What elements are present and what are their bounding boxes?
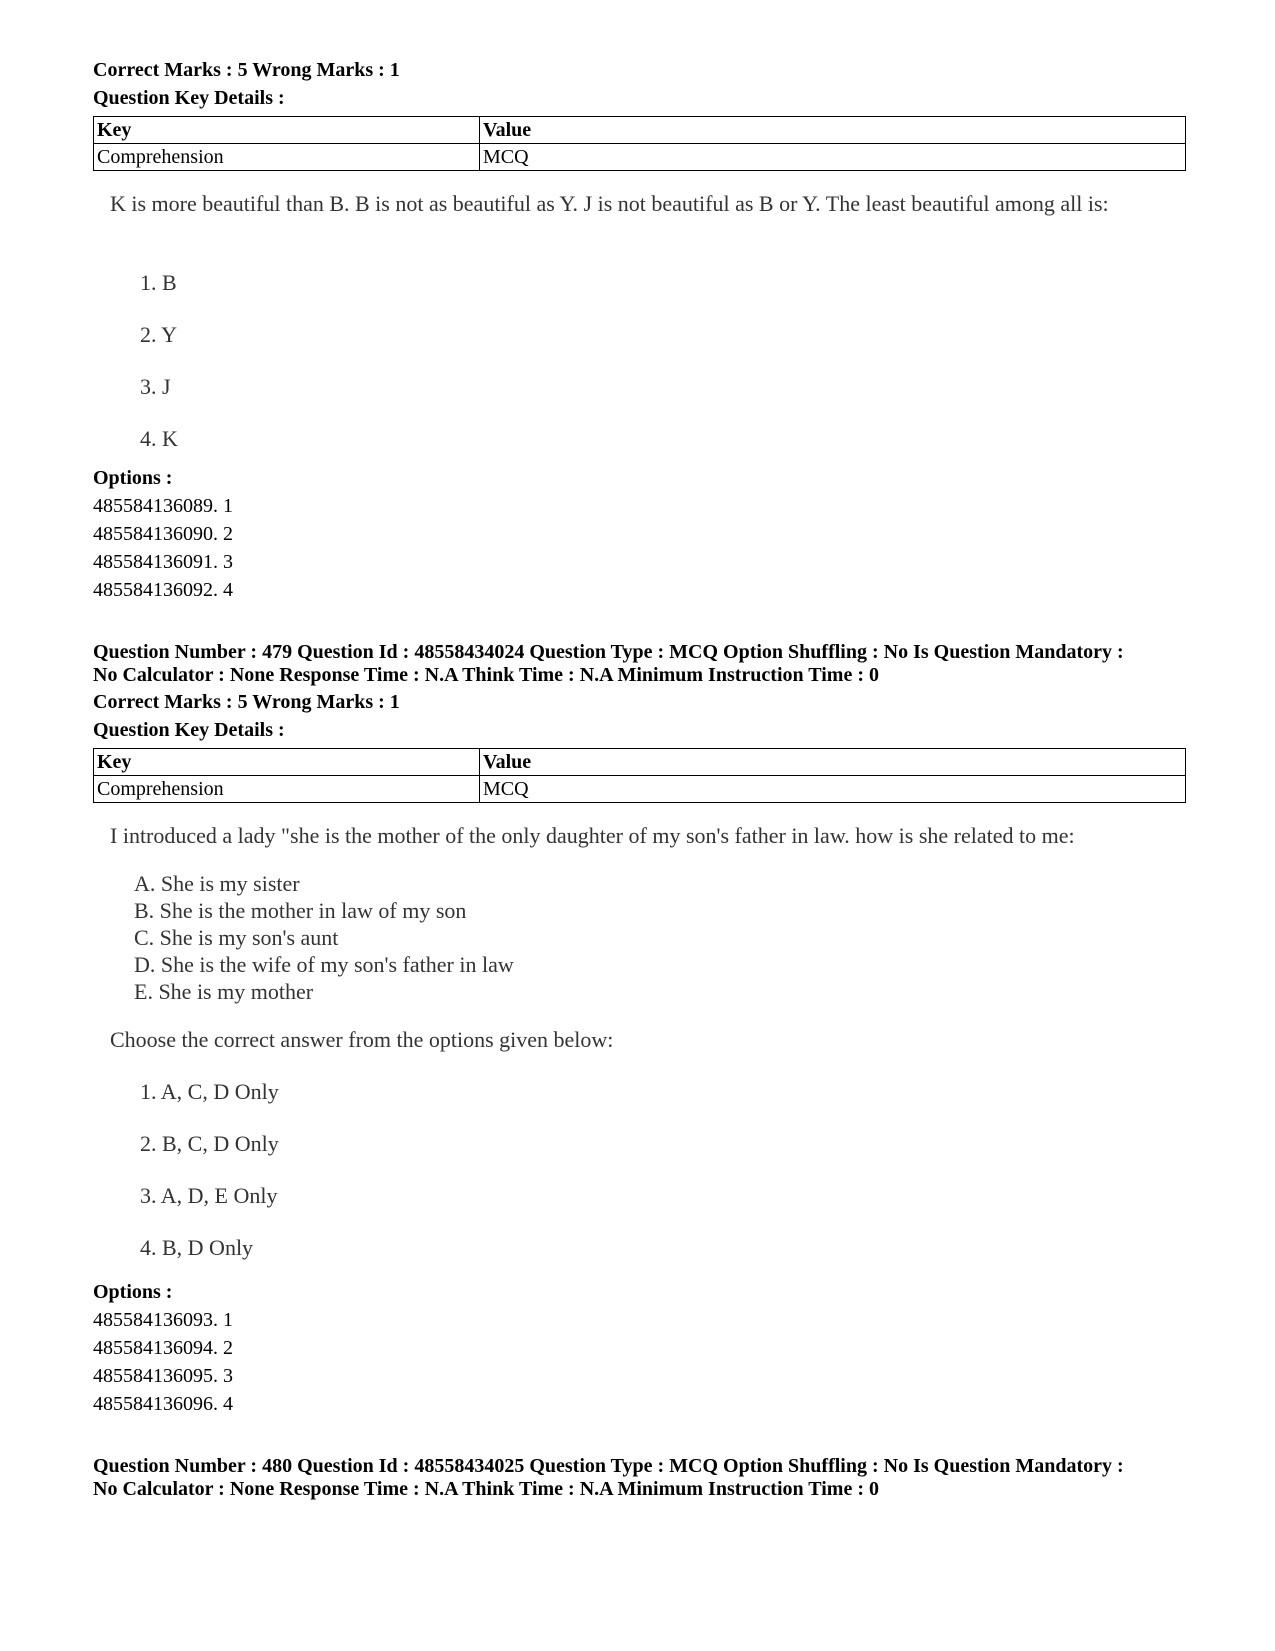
table-cell-key: Comprehension	[94, 776, 480, 803]
table-header-value: Value	[480, 117, 1186, 144]
question-header-line2: No Calculator : None Response Time : N.A Think Time : N.A Minimum Instruction Time : 0	[93, 1478, 879, 1500]
statement-e: E. She is my mother	[134, 979, 314, 1004]
statement-c: C. She is my son's aunt	[134, 925, 339, 950]
option-line: 485584136089. 1	[93, 495, 233, 517]
statement-b: B. She is the mother in law of my son	[134, 898, 467, 923]
statement-a: A. She is my sister	[134, 871, 300, 896]
option-line: 485584136095. 3	[93, 1365, 233, 1387]
question-text: K is more beautiful than B. B is not as beautiful as Y. J is not beautiful as B or Y. The least beautiful among all is:	[110, 191, 1109, 216]
table-cell-key: Comprehension	[94, 144, 480, 171]
option-line: 485584136094. 2	[93, 1337, 233, 1359]
instruction-text: Choose the correct answer from the options given below:	[110, 1027, 614, 1052]
statement-d: D. She is the wife of my son's father in law	[134, 952, 514, 977]
table-row	[94, 776, 1186, 803]
choice-3: 3. J	[140, 374, 171, 399]
table-row	[94, 144, 1186, 171]
table-header-key: Key	[94, 117, 480, 144]
table-header-key: Key	[94, 749, 480, 776]
option-line: 485584136090. 2	[93, 523, 233, 545]
marks-line: Correct Marks : 5 Wrong Marks : 1	[93, 691, 400, 713]
option-line: 485584136092. 4	[93, 579, 233, 601]
marks-line: Correct Marks : 5 Wrong Marks : 1	[93, 59, 400, 81]
question-header-line2: No Calculator : None Response Time : N.A Think Time : N.A Minimum Instruction Time : 0	[93, 664, 879, 686]
choice-2: 2. B, C, D Only	[140, 1131, 279, 1156]
table-header-row	[94, 117, 1186, 144]
question-header-line1: Question Number : 479 Question Id : 48558434024 Question Type : MCQ Option Shuffling : No Is Question Mandatory :	[93, 641, 1124, 663]
key-details-label: Question Key Details :	[93, 719, 285, 741]
option-line: 485584136091. 3	[93, 551, 233, 573]
table-header-row	[94, 749, 1186, 776]
options-label: Options :	[93, 467, 173, 489]
question-text: I introduced a lady "she is the mother of the only daughter of my son's father in law. how is she related to me:	[110, 823, 1075, 848]
option-line: 485584136096. 4	[93, 1393, 233, 1415]
option-line: 485584136093. 1	[93, 1309, 233, 1331]
table-cell-value: MCQ	[480, 776, 1186, 803]
choice-3: 3. A, D, E Only	[140, 1183, 278, 1208]
key-details-table	[93, 116, 1186, 171]
choice-1: 1. B	[140, 270, 177, 295]
key-details-table	[93, 748, 1186, 803]
key-details-label: Question Key Details :	[93, 87, 285, 109]
table-cell-value: MCQ	[480, 144, 1186, 171]
options-label: Options :	[93, 1281, 173, 1303]
choice-4: 4. B, D Only	[140, 1235, 254, 1260]
question-header-line1: Question Number : 480 Question Id : 48558434025 Question Type : MCQ Option Shuffling : No Is Question Mandatory :	[93, 1455, 1124, 1477]
choice-2: 2. Y	[140, 322, 178, 347]
choice-4: 4. K	[140, 426, 178, 451]
table-header-value: Value	[480, 749, 1186, 776]
choice-1: 1. A, C, D Only	[140, 1079, 279, 1104]
